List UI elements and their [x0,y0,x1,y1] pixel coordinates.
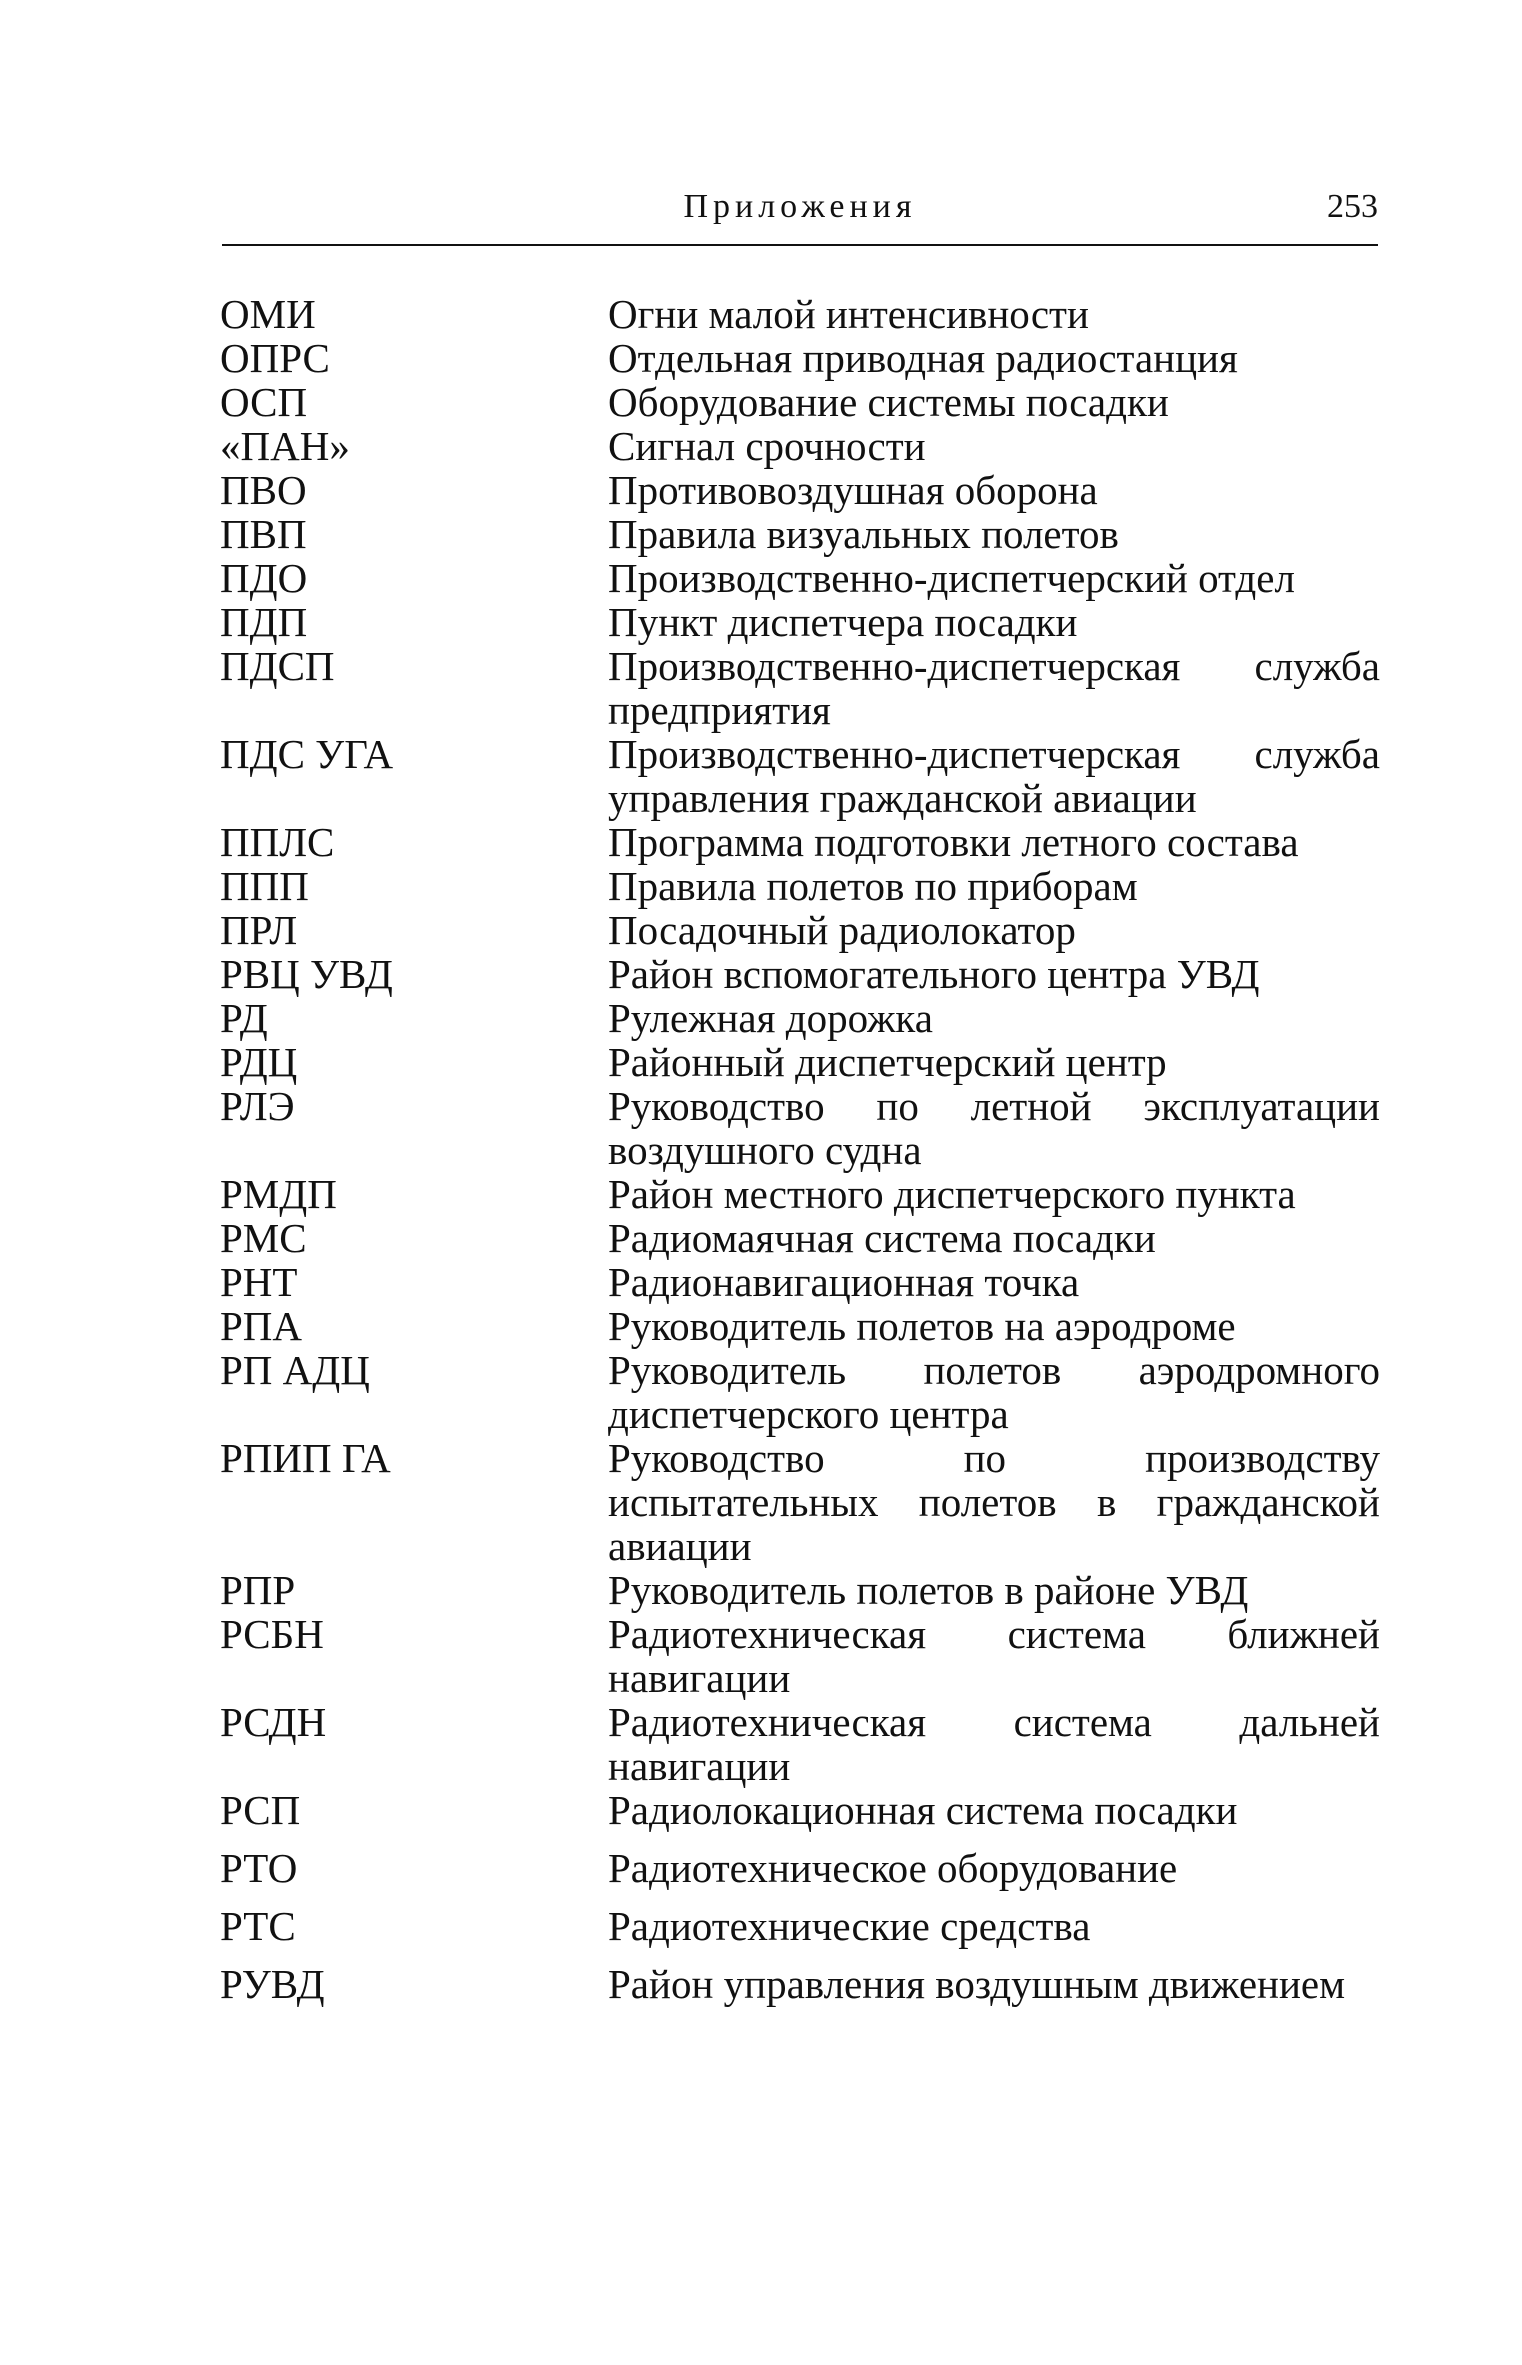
list-item [220,1962,1380,2006]
list-item [220,820,1380,864]
abbreviation: «ПАН» [220,423,350,469]
header-rule [222,244,1378,246]
definition: Пункт диспетчера посадки [608,599,1078,645]
definition: Радионавигационная точка [608,1259,1080,1305]
abbreviation: РП АДЦ [220,1347,370,1393]
abbreviation: ПРЛ [220,907,298,953]
definition: Районный диспетчерский центр [608,1039,1167,1085]
abbreviation: РМС [220,1215,307,1261]
list-item [220,1612,1380,1700]
definition: Производственно-диспетчерская служба управления гражданской авиации [608,731,1380,821]
list-item [220,1788,1380,1832]
abbreviation: ОМИ [220,291,316,337]
abbreviation: ОПРС [220,335,330,381]
list-item [220,1700,1380,1788]
list-item [220,512,1380,556]
abbreviation: ОСП [220,379,308,425]
definition: Руководитель полетов на аэродроме [608,1303,1236,1349]
abbreviation: РМДП [220,1171,337,1217]
list-item [220,996,1380,1040]
definition: Радиолокационная система посадки [608,1787,1238,1833]
list-item [220,1568,1380,1612]
list-item [220,952,1380,996]
abbreviation: РТС [220,1903,296,1949]
definition: Правила визуальных полетов [608,511,1119,557]
definition: Оборудование системы посадки [608,379,1169,425]
definition: Противовоздушная оборона [608,467,1098,513]
abbreviation: РТО [220,1845,298,1891]
abbreviation-list [220,292,1380,2006]
definition: Производственно-диспетчерская служба предприятия [608,643,1380,733]
list-item [220,556,1380,600]
definition: Руководство по производству испытательных полетов в гражданской авиации [608,1435,1380,1569]
abbreviation: ППП [220,863,309,909]
running-header [222,188,1378,232]
abbreviation: ПДО [220,555,308,601]
list-item [220,1304,1380,1348]
list-item [220,1172,1380,1216]
abbreviation: РСДН [220,1699,327,1745]
definition: Район вспомогательного центра УВД [608,951,1260,997]
abbreviation: ПДСП [220,643,335,689]
definition: Радиотехнические средства [608,1903,1091,1949]
abbreviation: РНТ [220,1259,298,1305]
definition: Правила полетов по приборам [608,863,1138,909]
definition: Программа подготовки летного состава [608,819,1299,865]
abbreviation: РУВД [220,1961,325,2007]
abbreviation: РПА [220,1303,303,1349]
definition: Руководство по летной эксплуатации воздушного судна [608,1083,1380,1173]
list-item [220,1084,1380,1172]
list-item [220,1040,1380,1084]
running-title: Приложения [683,188,917,225]
list-item [220,600,1380,644]
abbreviation: ПДП [220,599,308,645]
abbreviation: ППЛС [220,819,335,865]
abbreviation: РДЦ [220,1039,298,1085]
list-item [220,908,1380,952]
list-item [220,1216,1380,1260]
list-item [220,864,1380,908]
abbreviation: РПР [220,1567,296,1613]
definition: Огни малой интенсивности [608,291,1089,337]
definition: Радиотехническое оборудование [608,1845,1178,1891]
definition: Район местного диспетчерского пункта [608,1171,1296,1217]
definition: Руководитель полетов в районе УВД [608,1567,1249,1613]
list-item [220,732,1380,820]
definition: Район управления воздушным движением [608,1961,1346,2007]
list-item [220,1846,1380,1890]
definition: Рулежная дорожка [608,995,933,1041]
page-number: 253 [1327,188,1378,225]
abbreviation: РВЦ УВД [220,951,393,997]
list-item [220,292,1380,336]
definition: Радиомаячная система посадки [608,1215,1156,1261]
abbreviation: РПИП ГА [220,1435,391,1481]
abbreviation: ПВО [220,467,307,513]
definition: Производственно-диспетчерский отдел [608,555,1295,601]
list-item [220,336,1380,380]
list-item [220,1436,1380,1568]
abbreviation: РД [220,995,268,1041]
list-item [220,424,1380,468]
definition: Сигнал срочности [608,423,926,469]
list-item [220,1904,1380,1948]
abbreviation: РЛЭ [220,1083,295,1129]
definition: Радиотехническая система дальней навигации [608,1699,1380,1789]
list-item [220,380,1380,424]
definition: Руководитель полетов аэродромного диспетчерского центра [608,1347,1380,1437]
abbreviation: РСБН [220,1611,324,1657]
list-item [220,1260,1380,1304]
abbreviation: РСП [220,1787,301,1833]
definition: Радиотехническая система ближней навигации [608,1611,1380,1701]
definition: Отдельная приводная радиостанция [608,335,1238,381]
abbreviation: ПДС УГА [220,731,394,777]
list-item [220,468,1380,512]
definition: Посадочный радиолокатор [608,907,1076,953]
list-item [220,1348,1380,1436]
abbreviation: ПВП [220,511,307,557]
list-item [220,644,1380,732]
